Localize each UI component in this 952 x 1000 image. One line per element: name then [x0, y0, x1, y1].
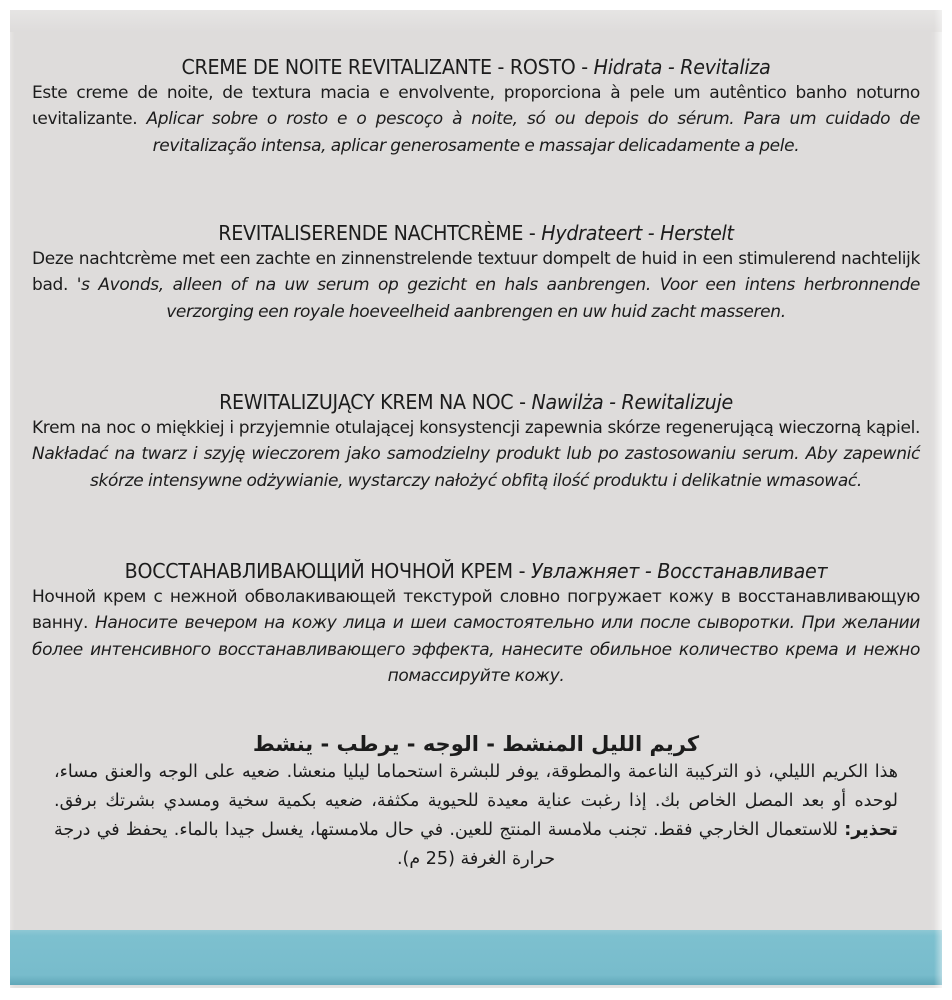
section-body [32, 80, 920, 159]
title-text: CREME DE NOITE REVITALIZANTE - ROSTO - [181, 55, 594, 79]
title-tags: Hydrateert - Herstelt [541, 221, 734, 245]
blue-color-band [10, 930, 942, 985]
section-body [32, 415, 920, 494]
multilingual-text-block [32, 54, 920, 874]
section-dutch [32, 220, 920, 389]
body-instructions: Nakładać na twarz i szyję wieczorem jako samodzielny produkt lub po zastosowaniu serum. Aby zapewnić skórze intensywne odżywianie, wystarczy nałożyć obfitą ilość produktu i delikatnie wmasować. [32, 444, 920, 491]
body-instructions: 's Avonds, alleen of na uw serum op gezicht en hals aanbrengen. Voor een intens herbronnende verzorging een royale hoeveelheid aanbrengen en uw huid zacht masseren. [76, 275, 920, 322]
section-body [32, 584, 920, 690]
body-warning: للاستعمال الخارجي فقط. تجنب ملامسة المنتج للعين. في حال ملامستها، يغسل جيدا بالماء. يحفظ في درجة حرارة الغرفة (25 م). [54, 820, 845, 869]
section-body [32, 758, 920, 874]
body-instructions: Aplicar sobre o rosto e o pescoço à noite, só ou depois do sérum. Para um cuidado de revitalização intensa, aplicar generosamente e massajar delicadamente a pele. [146, 109, 920, 156]
section-body [32, 246, 920, 325]
section-title: كريم الليل المنشط - الوجه - يرطب - ينشط [252, 732, 700, 756]
body-description: Deze nachtcrème met een zachte en zinnenstrelende textuur dompelt de huid in een stimulerend nachtelijk bad. [32, 249, 920, 296]
body-instructions: Наносите вечером на кожу лица и шеи самостоятельно или после сыворотки. При желании более интенсивного восстанавливающего эффекта, нанесите обильное количество крема и нежно помассируйте кожу. [32, 613, 920, 687]
title-text: REVITALISERENDE NACHTCRÈME - [218, 221, 542, 245]
title-text: REWITALIZUJĄCY KREM NA NOC - [219, 390, 532, 414]
title-tags: Nawilża - Rewitalizuje [531, 390, 733, 414]
product-package-back-panel [10, 10, 942, 988]
title-text: ВОССТАНАВЛИВАЮЩИЙ НОЧНОЙ КРЕМ - [124, 559, 531, 583]
title-tags: Увлажняет - Восстанавливает [530, 559, 828, 583]
section-arabic [32, 730, 920, 874]
section-portuguese [32, 54, 920, 220]
warning-label: تحذير: [844, 820, 898, 840]
section-title [63, 558, 889, 584]
section-title [63, 389, 889, 415]
body-description: Este creme de noite, de textura macia e envolvente, proporciona à pele um autêntico banho noturno ɩevitalizante. [32, 83, 920, 130]
body-description: هذا الكريم الليلي، ذو التركيبة الناعمة والمطوقة، يوفر للبشرة استحماما ليليا منعشا. ضعيه على الوجه والعنق مساء، لوحده أو بعد المصل الخاص بك. إذا رغبت عناية معيدة للحيوية مكثفة، ضعيه بكمية سخية ومسدي بشرتك برفق. [54, 762, 898, 811]
title-tags: Hidrata - Revitaliza [593, 55, 771, 79]
section-title [63, 54, 889, 80]
body-description: Ночной крем с нежной обволакивающей текстурой словно погружает кожу в восстанавливающую ванну. [32, 587, 920, 634]
package-edge-highlight [934, 10, 942, 988]
section-polish [32, 389, 920, 558]
section-russian [32, 558, 920, 730]
section-title [63, 220, 889, 246]
body-description: Krem na noc o miękkiej i przyjemnie otulającej konsystencji zapewnia skórze regenerującą wieczorną kąpiel. [32, 418, 920, 438]
